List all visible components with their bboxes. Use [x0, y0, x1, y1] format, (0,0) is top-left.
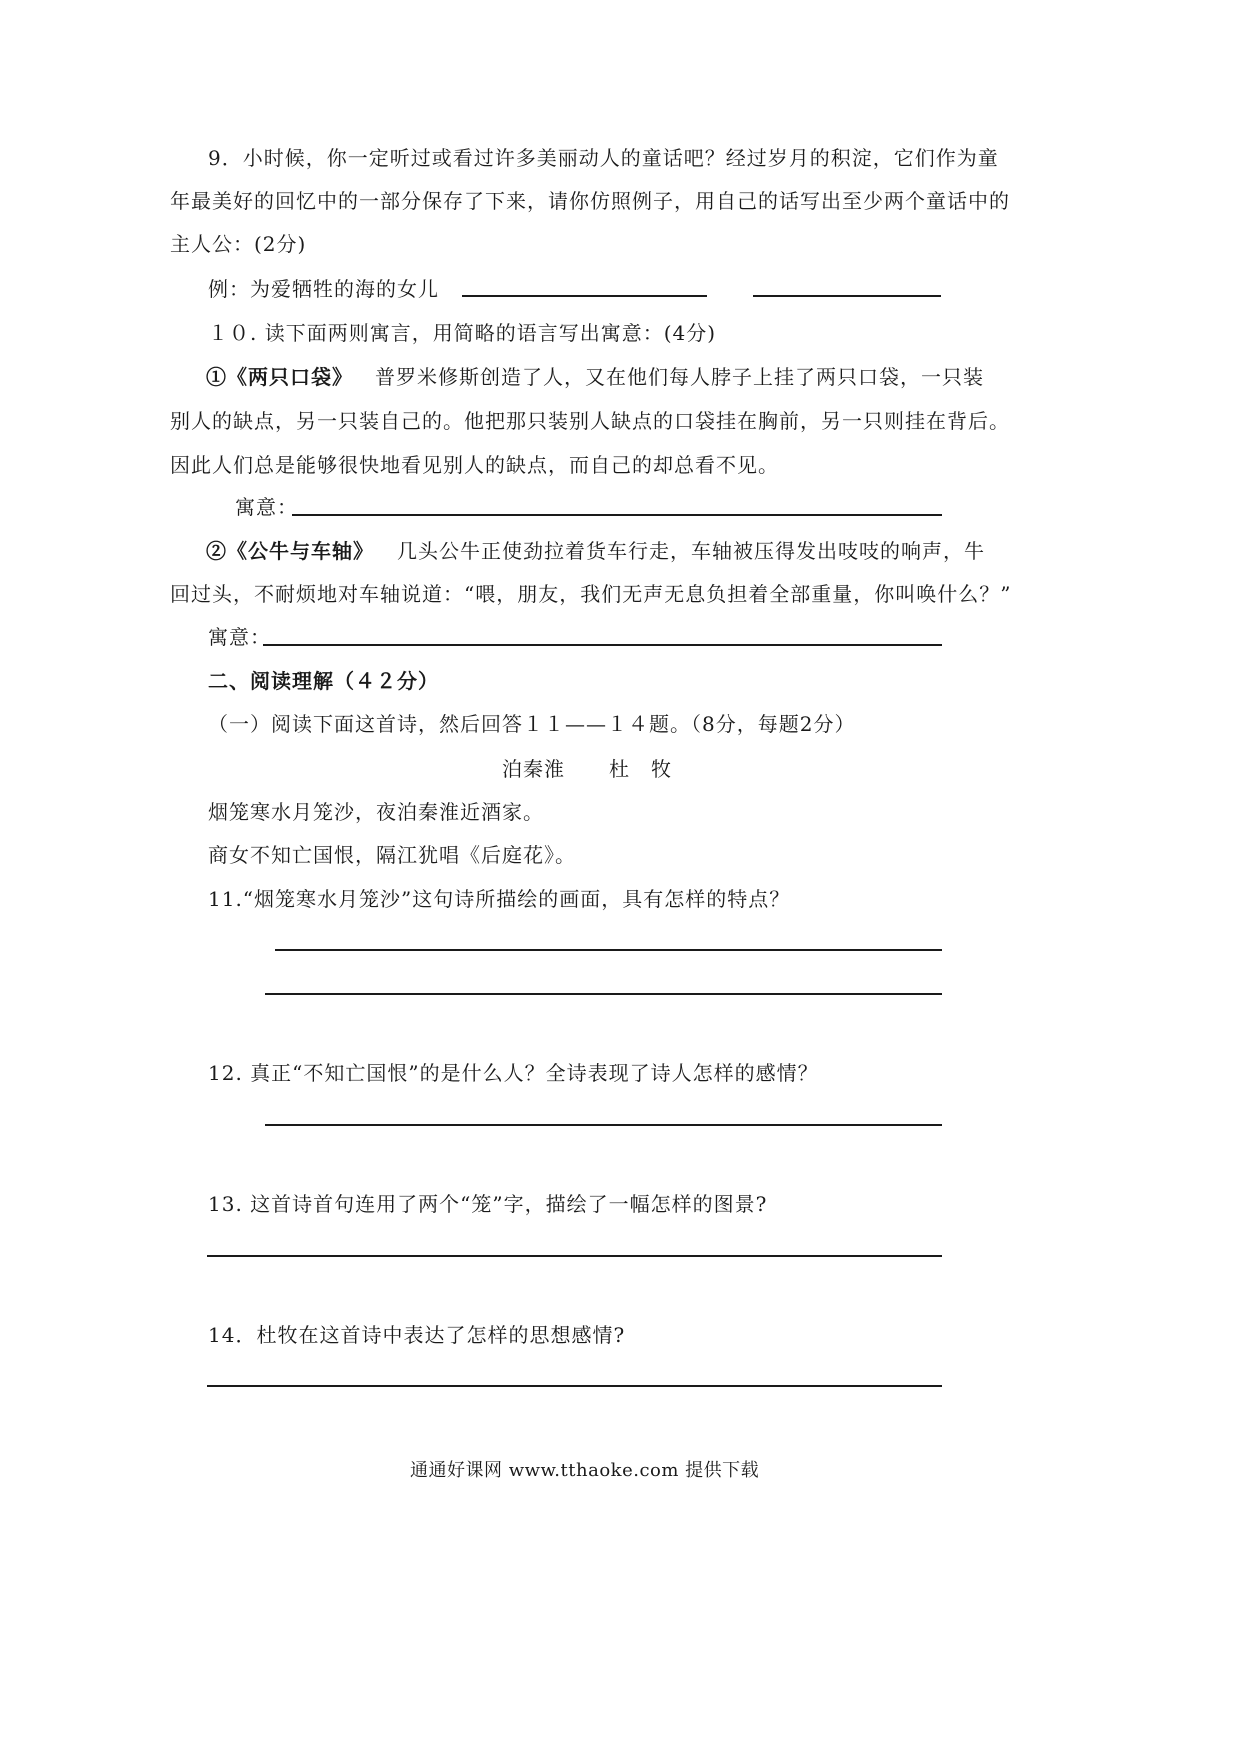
fable2-moral-label: 寓意： — [208, 625, 271, 649]
part1-intro: （一）阅读下面这首诗，然后回答１１——１４题。（8分，每题2分） — [208, 712, 856, 736]
q12-text: 12. 真正“不知亡国恨”的是什么人？全诗表现了诗人怎样的感情？ — [208, 1061, 819, 1085]
q9-line-1: 9．小时候，你一定听过或看过许多美丽动人的童话吧？经过岁月的积淀，它们作为童 — [208, 146, 999, 170]
fable2-title: ②《公牛与车轴》 — [206, 539, 374, 563]
poem-line-1: 烟笼寒水月笼沙，夜泊秦淮近酒家。 — [208, 800, 544, 824]
poem-author: 杜 牧 — [609, 757, 672, 781]
q10-prompt: １０. 读下面两则寓言，用简略的语言写出寓意：(4分) — [208, 321, 717, 345]
fable2-line-2: 回过头，不耐烦地对车轴说道：“喂，朋友，我们无声无息负担着全部重量，你叫唤什么？” — [170, 582, 1012, 606]
q9-answer-blank-2[interactable] — [753, 295, 941, 297]
q14-answer-line[interactable] — [207, 1385, 942, 1387]
q9-example: 例：为爱牺牲的海的女儿 — [208, 277, 439, 301]
section2-heading: 二、阅读理解（４２分） — [208, 669, 439, 693]
page-footer: 通通好课网 www.tthaoke.com 提供下载 — [410, 1460, 760, 1481]
q13-text: 13. 这首诗首句连用了两个“笼”字，描绘了一幅怎样的图景? — [208, 1192, 768, 1216]
q11-answer-line-1[interactable] — [275, 949, 942, 951]
q9-line-3: 主人公：(2分) — [170, 232, 307, 256]
fable1-moral-label: 寓意： — [235, 495, 298, 519]
poem-line-2: 商女不知亡国恨，隔江犹唱《后庭花》。 — [208, 843, 576, 867]
fable1-line-3: 因此人们总是能够很快地看见别人的缺点，而自己的却总看不见。 — [170, 453, 779, 477]
q14-text: 14．杜牧在这首诗中表达了怎样的思想感情? — [208, 1323, 626, 1347]
q11-answer-line-2[interactable] — [265, 993, 942, 995]
q11-text: 11.“烟笼寒水月笼沙”这句诗所描绘的画面，具有怎样的特点？ — [208, 887, 791, 911]
q9-answer-blank-1[interactable] — [462, 295, 707, 297]
fable1-line-1: 普罗米修斯创造了人，又在他们每人脖子上挂了两只口袋，一只装 — [375, 365, 984, 389]
poem-title: 泊秦淮 — [502, 757, 565, 781]
fable1-line-2: 别人的缺点，另一只装自己的。他把那只装别人缺点的口袋挂在胸前，另一只则挂在背后。 — [170, 409, 1010, 433]
fable2-line-1: 几头公牛正使劲拉着货车行走，车轴被压得发出吱吱的响声，牛 — [397, 539, 985, 563]
fable1-title: ①《两只口袋》 — [206, 365, 353, 389]
fable2-moral-blank[interactable] — [263, 644, 942, 646]
q13-answer-line[interactable] — [207, 1255, 942, 1257]
q12-answer-line[interactable] — [265, 1124, 942, 1126]
fable1-moral-blank[interactable] — [292, 514, 942, 516]
q9-line-2: 年最美好的回忆中的一部分保存了下来，请你仿照例子，用自己的话写出至少两个童话中的 — [170, 189, 1010, 213]
